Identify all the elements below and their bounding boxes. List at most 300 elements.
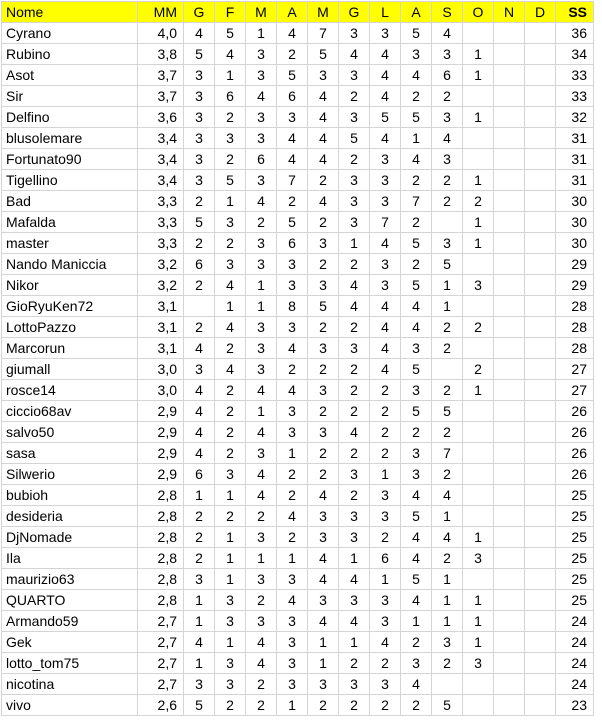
month-cell[interactable]: [525, 569, 556, 590]
month-cell[interactable]: 3: [339, 506, 370, 527]
month-cell[interactable]: 3: [184, 128, 215, 149]
month-cell[interactable]: 3: [277, 611, 308, 632]
month-cell[interactable]: [494, 401, 525, 422]
month-cell[interactable]: 1: [432, 296, 463, 317]
month-cell[interactable]: 4: [370, 86, 401, 107]
month-cell[interactable]: 2: [215, 443, 246, 464]
month-cell[interactable]: [525, 611, 556, 632]
ss-cell[interactable]: 24: [556, 674, 594, 695]
month-cell[interactable]: 1: [246, 296, 277, 317]
ss-cell[interactable]: 26: [556, 401, 594, 422]
mm-cell[interactable]: 2,7: [138, 653, 184, 674]
month-cell[interactable]: 2: [339, 485, 370, 506]
month-cell[interactable]: [494, 86, 525, 107]
month-cell[interactable]: 4: [370, 338, 401, 359]
month-cell[interactable]: 5: [401, 359, 432, 380]
month-cell[interactable]: 3: [339, 23, 370, 44]
month-cell[interactable]: 4: [370, 632, 401, 653]
month-cell[interactable]: 3: [432, 44, 463, 65]
month-cell[interactable]: [525, 191, 556, 212]
month-cell[interactable]: 4: [432, 23, 463, 44]
month-cell[interactable]: 2: [432, 317, 463, 338]
ss-cell[interactable]: 30: [556, 212, 594, 233]
month-cell[interactable]: 4: [184, 422, 215, 443]
month-cell[interactable]: 2: [401, 86, 432, 107]
mm-cell[interactable]: 2,9: [138, 422, 184, 443]
month-cell[interactable]: [432, 674, 463, 695]
month-cell[interactable]: 3: [432, 233, 463, 254]
month-cell[interactable]: 3: [463, 275, 494, 296]
month-cell[interactable]: 3: [308, 233, 339, 254]
month-cell[interactable]: 4: [308, 128, 339, 149]
month-cell[interactable]: 3: [308, 674, 339, 695]
month-cell[interactable]: [463, 23, 494, 44]
month-cell[interactable]: 3: [339, 674, 370, 695]
month-cell[interactable]: 2: [184, 275, 215, 296]
month-cell[interactable]: 4: [277, 590, 308, 611]
month-cell[interactable]: [525, 128, 556, 149]
month-cell[interactable]: 3: [370, 275, 401, 296]
mm-cell[interactable]: 3,1: [138, 338, 184, 359]
mm-cell[interactable]: 3,4: [138, 128, 184, 149]
mm-cell[interactable]: 2,7: [138, 611, 184, 632]
month-cell[interactable]: 4: [277, 380, 308, 401]
month-cell[interactable]: 3: [277, 317, 308, 338]
month-cell[interactable]: 2: [184, 233, 215, 254]
month-cell[interactable]: 2: [401, 695, 432, 716]
ss-cell[interactable]: 33: [556, 65, 594, 86]
month-cell[interactable]: 3: [339, 107, 370, 128]
month-cell[interactable]: 4: [308, 149, 339, 170]
month-cell[interactable]: 2: [463, 317, 494, 338]
header-cell[interactable]: S: [432, 2, 463, 23]
month-cell[interactable]: 2: [370, 380, 401, 401]
month-cell[interactable]: [432, 359, 463, 380]
mm-cell[interactable]: 2,9: [138, 401, 184, 422]
mm-cell[interactable]: 3,8: [138, 44, 184, 65]
ss-cell[interactable]: 28: [556, 296, 594, 317]
month-cell[interactable]: 1: [463, 65, 494, 86]
month-cell[interactable]: 4: [246, 653, 277, 674]
month-cell[interactable]: 2: [308, 464, 339, 485]
month-cell[interactable]: 3: [339, 590, 370, 611]
month-cell[interactable]: 1: [308, 653, 339, 674]
header-cell[interactable]: G: [339, 2, 370, 23]
month-cell[interactable]: [494, 527, 525, 548]
name-cell[interactable]: Ila: [2, 548, 138, 569]
month-cell[interactable]: 3: [246, 359, 277, 380]
month-cell[interactable]: 3: [339, 65, 370, 86]
month-cell[interactable]: 3: [370, 674, 401, 695]
month-cell[interactable]: 3: [215, 128, 246, 149]
month-cell[interactable]: 2: [432, 86, 463, 107]
name-cell[interactable]: master: [2, 233, 138, 254]
name-cell[interactable]: Tigellino: [2, 170, 138, 191]
name-cell[interactable]: bubioh: [2, 485, 138, 506]
month-cell[interactable]: 2: [432, 338, 463, 359]
month-cell[interactable]: 3: [246, 170, 277, 191]
month-cell[interactable]: 5: [215, 23, 246, 44]
month-cell[interactable]: 1: [308, 632, 339, 653]
month-cell[interactable]: 3: [277, 107, 308, 128]
month-cell[interactable]: [525, 233, 556, 254]
month-cell[interactable]: 1: [432, 569, 463, 590]
month-cell[interactable]: 3: [339, 212, 370, 233]
mm-cell[interactable]: 4,0: [138, 23, 184, 44]
ss-cell[interactable]: 34: [556, 44, 594, 65]
mm-cell[interactable]: 3,4: [138, 149, 184, 170]
month-cell[interactable]: [494, 422, 525, 443]
month-cell[interactable]: [494, 23, 525, 44]
name-cell[interactable]: desideria: [2, 506, 138, 527]
month-cell[interactable]: 1: [215, 569, 246, 590]
month-cell[interactable]: [494, 191, 525, 212]
month-cell[interactable]: 3: [432, 149, 463, 170]
month-cell[interactable]: [525, 107, 556, 128]
name-cell[interactable]: DjNomade: [2, 527, 138, 548]
mm-cell[interactable]: 3,6: [138, 107, 184, 128]
month-cell[interactable]: [184, 296, 215, 317]
month-cell[interactable]: [525, 23, 556, 44]
name-cell[interactable]: nicotina: [2, 674, 138, 695]
name-cell[interactable]: ciccio68av: [2, 401, 138, 422]
month-cell[interactable]: [494, 233, 525, 254]
month-cell[interactable]: 4: [401, 296, 432, 317]
month-cell[interactable]: 1: [463, 611, 494, 632]
header-cell[interactable]: O: [463, 2, 494, 23]
month-cell[interactable]: 4: [277, 128, 308, 149]
month-cell[interactable]: [432, 212, 463, 233]
month-cell[interactable]: 5: [432, 401, 463, 422]
month-cell[interactable]: 4: [370, 128, 401, 149]
month-cell[interactable]: 4: [339, 275, 370, 296]
month-cell[interactable]: 4: [184, 23, 215, 44]
month-cell[interactable]: 1: [463, 44, 494, 65]
month-cell[interactable]: 2: [432, 422, 463, 443]
month-cell[interactable]: 4: [215, 317, 246, 338]
month-cell[interactable]: [494, 464, 525, 485]
month-cell[interactable]: 3: [215, 611, 246, 632]
month-cell[interactable]: 2: [215, 380, 246, 401]
month-cell[interactable]: 4: [184, 401, 215, 422]
month-cell[interactable]: 3: [339, 464, 370, 485]
month-cell[interactable]: [525, 338, 556, 359]
month-cell[interactable]: [463, 485, 494, 506]
month-cell[interactable]: 1: [215, 485, 246, 506]
month-cell[interactable]: 1: [246, 275, 277, 296]
month-cell[interactable]: 3: [277, 401, 308, 422]
month-cell[interactable]: [525, 632, 556, 653]
month-cell[interactable]: 3: [184, 149, 215, 170]
month-cell[interactable]: 4: [246, 632, 277, 653]
month-cell[interactable]: 3: [215, 674, 246, 695]
mm-cell[interactable]: 3,7: [138, 86, 184, 107]
mm-cell[interactable]: 2,8: [138, 485, 184, 506]
month-cell[interactable]: 2: [308, 401, 339, 422]
month-cell[interactable]: 5: [308, 296, 339, 317]
month-cell[interactable]: 3: [184, 65, 215, 86]
month-cell[interactable]: [463, 128, 494, 149]
month-cell[interactable]: 4: [370, 296, 401, 317]
month-cell[interactable]: [494, 149, 525, 170]
month-cell[interactable]: 2: [370, 527, 401, 548]
mm-cell[interactable]: 3,2: [138, 254, 184, 275]
month-cell[interactable]: 6: [277, 233, 308, 254]
month-cell[interactable]: [463, 401, 494, 422]
month-cell[interactable]: 2: [215, 401, 246, 422]
month-cell[interactable]: [494, 44, 525, 65]
month-cell[interactable]: 4: [215, 275, 246, 296]
header-cell[interactable]: G: [184, 2, 215, 23]
month-cell[interactable]: 6: [277, 86, 308, 107]
month-cell[interactable]: 2: [246, 695, 277, 716]
month-cell[interactable]: 2: [339, 401, 370, 422]
month-cell[interactable]: 1: [339, 548, 370, 569]
mm-cell[interactable]: 3,3: [138, 191, 184, 212]
month-cell[interactable]: 5: [215, 170, 246, 191]
month-cell[interactable]: 2: [370, 422, 401, 443]
month-cell[interactable]: [525, 653, 556, 674]
mm-cell[interactable]: 2,9: [138, 464, 184, 485]
month-cell[interactable]: 3: [246, 128, 277, 149]
month-cell[interactable]: 5: [401, 275, 432, 296]
mm-cell[interactable]: 2,7: [138, 632, 184, 653]
month-cell[interactable]: 2: [215, 506, 246, 527]
month-cell[interactable]: [463, 674, 494, 695]
name-cell[interactable]: Nando Maniccia: [2, 254, 138, 275]
header-cell[interactable]: N: [494, 2, 525, 23]
month-cell[interactable]: 3: [246, 338, 277, 359]
header-cell[interactable]: M: [308, 2, 339, 23]
month-cell[interactable]: 3: [339, 191, 370, 212]
month-cell[interactable]: [525, 44, 556, 65]
month-cell[interactable]: [494, 632, 525, 653]
ss-cell[interactable]: 24: [556, 611, 594, 632]
month-cell[interactable]: [525, 443, 556, 464]
month-cell[interactable]: 4: [246, 422, 277, 443]
month-cell[interactable]: 4: [215, 359, 246, 380]
ss-cell[interactable]: 30: [556, 233, 594, 254]
month-cell[interactable]: 2: [432, 380, 463, 401]
month-cell[interactable]: 4: [370, 44, 401, 65]
month-cell[interactable]: [463, 569, 494, 590]
month-cell[interactable]: 1: [184, 590, 215, 611]
month-cell[interactable]: 4: [370, 317, 401, 338]
ss-cell[interactable]: 23: [556, 695, 594, 716]
month-cell[interactable]: 4: [277, 338, 308, 359]
ss-cell[interactable]: 28: [556, 338, 594, 359]
ss-cell[interactable]: 33: [556, 86, 594, 107]
month-cell[interactable]: [525, 695, 556, 716]
month-cell[interactable]: 2: [432, 653, 463, 674]
month-cell[interactable]: 3: [184, 359, 215, 380]
month-cell[interactable]: 4: [246, 191, 277, 212]
month-cell[interactable]: 1: [432, 275, 463, 296]
month-cell[interactable]: [494, 548, 525, 569]
month-cell[interactable]: 1: [215, 296, 246, 317]
month-cell[interactable]: 1: [463, 212, 494, 233]
month-cell[interactable]: 4: [246, 380, 277, 401]
month-cell[interactable]: 2: [184, 191, 215, 212]
month-cell[interactable]: [494, 590, 525, 611]
month-cell[interactable]: [494, 485, 525, 506]
month-cell[interactable]: 4: [339, 296, 370, 317]
name-cell[interactable]: Rubino: [2, 44, 138, 65]
month-cell[interactable]: 4: [308, 107, 339, 128]
month-cell[interactable]: 2: [246, 212, 277, 233]
month-cell[interactable]: 2: [308, 359, 339, 380]
name-cell[interactable]: QUARTO: [2, 590, 138, 611]
month-cell[interactable]: 4: [370, 359, 401, 380]
month-cell[interactable]: 6: [370, 548, 401, 569]
month-cell[interactable]: [525, 674, 556, 695]
month-cell[interactable]: 8: [277, 296, 308, 317]
month-cell[interactable]: 2: [215, 695, 246, 716]
month-cell[interactable]: [525, 548, 556, 569]
month-cell[interactable]: 2: [432, 464, 463, 485]
name-cell[interactable]: Silwerio: [2, 464, 138, 485]
month-cell[interactable]: 5: [184, 212, 215, 233]
name-cell[interactable]: lotto_tom75: [2, 653, 138, 674]
month-cell[interactable]: 1: [277, 695, 308, 716]
ss-cell[interactable]: 31: [556, 170, 594, 191]
month-cell[interactable]: 3: [339, 527, 370, 548]
month-cell[interactable]: 3: [370, 590, 401, 611]
month-cell[interactable]: 3: [277, 254, 308, 275]
month-cell[interactable]: 5: [401, 107, 432, 128]
month-cell[interactable]: 5: [277, 212, 308, 233]
month-cell[interactable]: 4: [401, 65, 432, 86]
month-cell[interactable]: 2: [277, 359, 308, 380]
month-cell[interactable]: [494, 296, 525, 317]
name-cell[interactable]: Delfino: [2, 107, 138, 128]
month-cell[interactable]: 3: [277, 569, 308, 590]
name-cell[interactable]: Cyrano: [2, 23, 138, 44]
month-cell[interactable]: 2: [215, 107, 246, 128]
month-cell[interactable]: 3: [370, 611, 401, 632]
month-cell[interactable]: 3: [184, 107, 215, 128]
month-cell[interactable]: 2: [277, 191, 308, 212]
month-cell[interactable]: 3: [184, 569, 215, 590]
month-cell[interactable]: 5: [370, 107, 401, 128]
month-cell[interactable]: 1: [246, 548, 277, 569]
month-cell[interactable]: 3: [246, 107, 277, 128]
month-cell[interactable]: 4: [277, 149, 308, 170]
month-cell[interactable]: [494, 506, 525, 527]
name-cell[interactable]: vivo: [2, 695, 138, 716]
month-cell[interactable]: 1: [277, 548, 308, 569]
month-cell[interactable]: 1: [246, 23, 277, 44]
name-cell[interactable]: giumall: [2, 359, 138, 380]
month-cell[interactable]: 1: [463, 107, 494, 128]
month-cell[interactable]: 1: [184, 611, 215, 632]
month-cell[interactable]: 5: [401, 401, 432, 422]
month-cell[interactable]: [525, 464, 556, 485]
month-cell[interactable]: 3: [246, 527, 277, 548]
month-cell[interactable]: 4: [432, 527, 463, 548]
month-cell[interactable]: 3: [370, 506, 401, 527]
month-cell[interactable]: 2: [277, 527, 308, 548]
month-cell[interactable]: 4: [184, 338, 215, 359]
month-cell[interactable]: 1: [463, 590, 494, 611]
name-cell[interactable]: maurizio63: [2, 569, 138, 590]
name-cell[interactable]: Asot: [2, 65, 138, 86]
month-cell[interactable]: [494, 380, 525, 401]
month-cell[interactable]: 2: [308, 695, 339, 716]
month-cell[interactable]: 2: [339, 86, 370, 107]
month-cell[interactable]: 7: [370, 212, 401, 233]
month-cell[interactable]: 2: [401, 254, 432, 275]
month-cell[interactable]: 1: [463, 380, 494, 401]
month-cell[interactable]: 2: [339, 149, 370, 170]
month-cell[interactable]: 6: [184, 254, 215, 275]
month-cell[interactable]: 2: [339, 653, 370, 674]
month-cell[interactable]: 3: [246, 611, 277, 632]
month-cell[interactable]: [525, 86, 556, 107]
month-cell[interactable]: 5: [184, 695, 215, 716]
month-cell[interactable]: [463, 149, 494, 170]
month-cell[interactable]: 2: [339, 380, 370, 401]
month-cell[interactable]: 3: [277, 674, 308, 695]
month-cell[interactable]: 3: [215, 212, 246, 233]
ss-cell[interactable]: 24: [556, 632, 594, 653]
month-cell[interactable]: 1: [215, 191, 246, 212]
month-cell[interactable]: 2: [339, 359, 370, 380]
mm-cell[interactable]: 2,8: [138, 506, 184, 527]
month-cell[interactable]: 3: [370, 485, 401, 506]
month-cell[interactable]: [494, 317, 525, 338]
month-cell[interactable]: 4: [308, 569, 339, 590]
month-cell[interactable]: 3: [246, 443, 277, 464]
name-cell[interactable]: Nikor: [2, 275, 138, 296]
mm-cell[interactable]: 2,8: [138, 569, 184, 590]
month-cell[interactable]: 1: [463, 170, 494, 191]
header-cell[interactable]: MM: [138, 2, 184, 23]
mm-cell[interactable]: 2,7: [138, 674, 184, 695]
month-cell[interactable]: 5: [308, 44, 339, 65]
month-cell[interactable]: 3: [215, 590, 246, 611]
ss-cell[interactable]: 30: [556, 191, 594, 212]
mm-cell[interactable]: 3,7: [138, 65, 184, 86]
month-cell[interactable]: 7: [432, 443, 463, 464]
month-cell[interactable]: 2: [370, 401, 401, 422]
month-cell[interactable]: 4: [370, 233, 401, 254]
month-cell[interactable]: 3: [401, 443, 432, 464]
month-cell[interactable]: [494, 569, 525, 590]
month-cell[interactable]: 2: [401, 212, 432, 233]
month-cell[interactable]: 4: [308, 548, 339, 569]
month-cell[interactable]: 4: [308, 611, 339, 632]
month-cell[interactable]: 4: [401, 485, 432, 506]
month-cell[interactable]: 3: [184, 86, 215, 107]
month-cell[interactable]: 4: [432, 128, 463, 149]
month-cell[interactable]: 4: [401, 317, 432, 338]
name-cell[interactable]: Mafalda: [2, 212, 138, 233]
month-cell[interactable]: 1: [401, 128, 432, 149]
month-cell[interactable]: [463, 506, 494, 527]
month-cell[interactable]: 2: [308, 254, 339, 275]
month-cell[interactable]: 6: [215, 86, 246, 107]
month-cell[interactable]: 5: [401, 23, 432, 44]
month-cell[interactable]: 2: [339, 254, 370, 275]
month-cell[interactable]: 4: [401, 590, 432, 611]
month-cell[interactable]: 3: [246, 65, 277, 86]
month-cell[interactable]: [525, 65, 556, 86]
month-cell[interactable]: 3: [432, 632, 463, 653]
ss-cell[interactable]: 29: [556, 254, 594, 275]
month-cell[interactable]: 2: [463, 191, 494, 212]
header-cell[interactable]: A: [277, 2, 308, 23]
